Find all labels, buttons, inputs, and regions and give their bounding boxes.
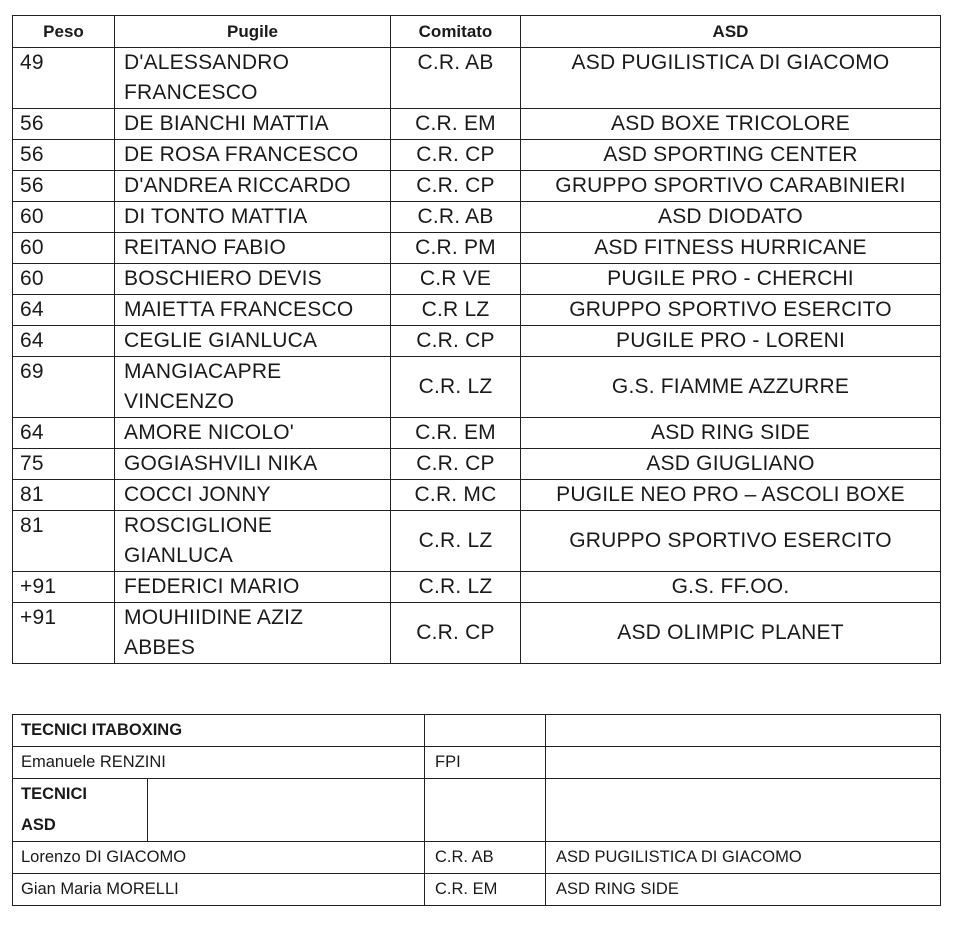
athlete-row: [13, 140, 941, 171]
asd-cell: G.S. FIAMME AZZURRE: [521, 357, 941, 418]
asd-member-row: [13, 842, 941, 874]
asd-cell: ASD BOXE TRICOLORE: [521, 109, 941, 140]
empty-cell: [148, 779, 425, 842]
empty-cell: [546, 747, 941, 779]
comitato-cell: C.R. EM: [391, 418, 521, 449]
athlete-row: [13, 295, 941, 326]
athletes-table: [12, 15, 941, 664]
pugile-cell: [115, 326, 391, 357]
header-pugile: Pugile: [115, 16, 391, 48]
comitato-cell: C.R. AB: [391, 48, 521, 109]
pugile-name-line: FRANCESCO: [124, 81, 258, 104]
athlete-row: [13, 264, 941, 295]
tecnici-asd-label-line: TECNICI: [21, 785, 87, 803]
athletes-header-row: [13, 16, 941, 48]
pugile-cell: [115, 264, 391, 295]
pugile-cell: [115, 511, 391, 572]
staff-org: FPI: [425, 747, 546, 779]
pugile-name-line: D'ALESSANDRO: [124, 51, 290, 74]
staff-asd: ASD RING SIDE: [546, 874, 941, 906]
pugile-cell: [115, 233, 391, 264]
comitato-cell: C.R. CP: [391, 140, 521, 171]
peso-cell: 56: [13, 140, 115, 171]
athletes-body: [13, 48, 941, 664]
pugile-cell: [115, 295, 391, 326]
tecnici-itaboxing-row: [13, 715, 941, 747]
pugile-cell: [115, 449, 391, 480]
pugile-cell: [115, 418, 391, 449]
peso-cell: 60: [13, 202, 115, 233]
asd-cell: PUGILE PRO - LORENI: [521, 326, 941, 357]
asd-cell: GRUPPO SPORTIVO CARABINIERI: [521, 171, 941, 202]
peso-cell: +91: [13, 572, 115, 603]
pugile-name-line: ROSCIGLIONE: [124, 514, 273, 537]
empty-cell: [546, 715, 941, 747]
empty-cell: [546, 779, 941, 842]
tecnici-itaboxing-label: TECNICI ITABOXING: [13, 715, 425, 747]
peso-cell: 81: [13, 511, 115, 572]
empty-cell: [425, 715, 546, 747]
pugile-cell: [115, 109, 391, 140]
asd-cell: ASD DIODATO: [521, 202, 941, 233]
pugile-cell: [115, 572, 391, 603]
staff-name: Lorenzo DI GIACOMO: [13, 842, 425, 874]
peso-cell: 56: [13, 109, 115, 140]
peso-cell: 64: [13, 295, 115, 326]
peso-cell: 56: [13, 171, 115, 202]
pugile-name-line: BOSCHIERO DEVIS: [124, 267, 322, 290]
athlete-row: [13, 109, 941, 140]
comitato-cell: C.R. PM: [391, 233, 521, 264]
pugile-name-line: REITANO FABIO: [124, 236, 287, 259]
comitato-cell: C.R. LZ: [391, 357, 521, 418]
pugile-cell: [115, 140, 391, 171]
staff-name: Emanuele RENZINI: [13, 747, 425, 779]
athlete-row: [13, 326, 941, 357]
tecnici-asd-row: [13, 779, 941, 842]
pugile-name-line: AMORE NICOLO': [124, 421, 294, 444]
comitato-cell: C.R. MC: [391, 480, 521, 511]
athlete-row: [13, 603, 941, 664]
staff-comitato: C.R. AB: [425, 842, 546, 874]
pugile-cell: [115, 48, 391, 109]
comitato-cell: C.R LZ: [391, 295, 521, 326]
staff-asd: ASD PUGILISTICA DI GIACOMO: [546, 842, 941, 874]
asd-cell: ASD OLIMPIC PLANET: [521, 603, 941, 664]
pugile-name-line: GIANLUCA: [124, 544, 233, 567]
asd-cell: ASD PUGILISTICA DI GIACOMO: [521, 48, 941, 109]
pugile-cell: [115, 171, 391, 202]
pugile-name-line: D'ANDREA RICCARDO: [124, 174, 351, 197]
asd-cell: ASD FITNESS HURRICANE: [521, 233, 941, 264]
asd-cell: PUGILE NEO PRO – ASCOLI BOXE: [521, 480, 941, 511]
asd-cell: ASD GIUGLIANO: [521, 449, 941, 480]
comitato-cell: C.R. LZ: [391, 572, 521, 603]
comitato-cell: C.R. LZ: [391, 511, 521, 572]
athlete-row: [13, 357, 941, 418]
pugile-name-line: GOGIASHVILI NIKA: [124, 452, 318, 475]
peso-cell: +91: [13, 603, 115, 664]
pugile-cell: [115, 357, 391, 418]
peso-cell: 60: [13, 264, 115, 295]
pugile-name-line: DE BIANCHI MATTIA: [124, 112, 329, 135]
header-asd: ASD: [521, 16, 941, 48]
pugile-name-line: DI TONTO MATTIA: [124, 205, 308, 228]
header-comitato: Comitato: [391, 16, 521, 48]
athlete-row: [13, 233, 941, 264]
athlete-row: [13, 48, 941, 109]
pugile-name-line: CEGLIE GIANLUCA: [124, 329, 318, 352]
pugile-name-line: ABBES: [124, 636, 196, 659]
athlete-row: [13, 171, 941, 202]
staff-comitato: C.R. EM: [425, 874, 546, 906]
tecnici-asd-label: [13, 779, 148, 842]
comitato-cell: C.R. CP: [391, 603, 521, 664]
asd-cell: G.S. FF.OO.: [521, 572, 941, 603]
comitato-cell: C.R. CP: [391, 171, 521, 202]
asd-cell: PUGILE PRO - CHERCHI: [521, 264, 941, 295]
asd-cell: GRUPPO SPORTIVO ESERCITO: [521, 295, 941, 326]
comitato-cell: C.R VE: [391, 264, 521, 295]
athlete-row: [13, 418, 941, 449]
asd-member-row: [13, 874, 941, 906]
peso-cell: 60: [13, 233, 115, 264]
pugile-name-line: MANGIACAPRE: [124, 360, 282, 383]
empty-cell: [425, 779, 546, 842]
athlete-row: [13, 449, 941, 480]
pugile-name-line: FEDERICI MARIO: [124, 575, 300, 598]
athlete-row: [13, 511, 941, 572]
comitato-cell: C.R. AB: [391, 202, 521, 233]
pugile-cell: [115, 202, 391, 233]
peso-cell: 64: [13, 326, 115, 357]
pugile-name-line: MAIETTA FRANCESCO: [124, 298, 354, 321]
tecnici-asd-label-line: ASD: [21, 816, 56, 834]
pugile-name-line: MOUHIIDINE AZIZ: [124, 606, 304, 629]
asd-cell: ASD RING SIDE: [521, 418, 941, 449]
athlete-row: [13, 480, 941, 511]
pugile-name-line: VINCENZO: [124, 390, 235, 413]
peso-cell: 49: [13, 48, 115, 109]
peso-cell: 64: [13, 418, 115, 449]
asd-cell: ASD SPORTING CENTER: [521, 140, 941, 171]
athlete-row: [13, 202, 941, 233]
athlete-row: [13, 572, 941, 603]
pugile-cell: [115, 480, 391, 511]
peso-cell: 75: [13, 449, 115, 480]
peso-cell: 69: [13, 357, 115, 418]
comitato-cell: C.R. CP: [391, 326, 521, 357]
comitato-cell: C.R. CP: [391, 449, 521, 480]
comitato-cell: C.R. EM: [391, 109, 521, 140]
staff-name: Gian Maria MORELLI: [13, 874, 425, 906]
pugile-name-line: DE ROSA FRANCESCO: [124, 143, 359, 166]
staff-table: [12, 714, 941, 906]
peso-cell: 81: [13, 480, 115, 511]
asd-cell: GRUPPO SPORTIVO ESERCITO: [521, 511, 941, 572]
header-peso: Peso: [13, 16, 115, 48]
itaboxing-member-row: [13, 747, 941, 779]
pugile-cell: [115, 603, 391, 664]
pugile-name-line: COCCI JONNY: [124, 483, 271, 506]
